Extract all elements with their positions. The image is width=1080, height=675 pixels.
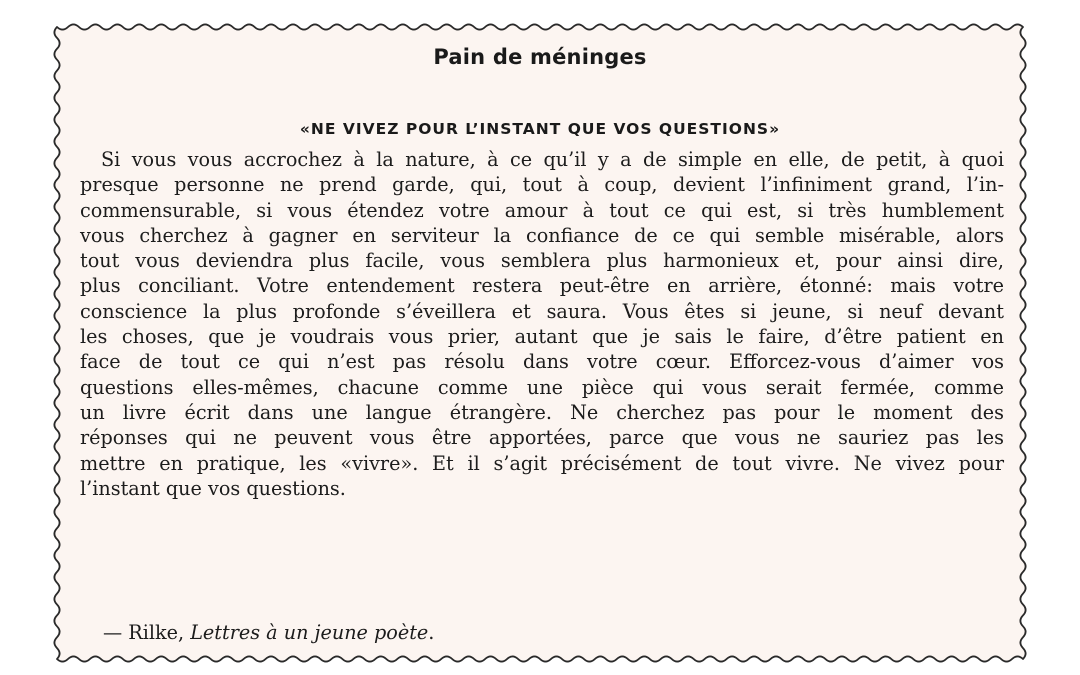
body-line: presque personne ne prend garde, qui, tout à coup, devient l’infiniment grand, l’in- [80,173,1004,197]
body-line: face de tout ce qui n’est pas résolu dans votre cœur. Efforcez-vous d’aimer vos [80,350,1004,374]
body-line: les choses, que je voudrais vous prier, autant que je sais le faire, d’être patient en [80,325,1004,349]
body-line: un livre écrit dans une langue étrangère. Ne cherchez pas pour le moment des [80,400,1004,424]
body-line: l’instant que vos questions. [80,476,346,500]
body-line: conscience la plus profonde s’éveillera et saura. Vous êtes si jeune, si neuf devant [80,299,1004,323]
body-line: questions elles-mêmes, chacune comme une pièce qui vous serait fermée, comme [80,375,1004,399]
body-line: Si vous vous accrochez à la nature, à ce qu’il y a de simple en elle, de petit, à quoi [101,148,1004,171]
attribution [103,621,434,644]
quote-box [53,23,1027,663]
body-line: mettre en pratique, les «vivre». Et il s’agit précisément de tout vivre. Ne vivez pour [80,451,1004,475]
attribution-work: Lettres à un jeune poète [190,621,429,644]
box-title: Pain de méninges [433,45,647,69]
attribution-author: — Rilke, [103,621,191,644]
body-line: plus conciliant. Votre entendement restera peut-être en arrière, étonné: mais votre [80,274,1004,298]
body-line: tout vous deviendra plus facile, vous semblera plus harmonieux et, pour ainsi dire, [80,249,1004,273]
body-line: vous cherchez à gagner en serviteur la confiance de ce qui semble misérable, alors [80,223,1004,247]
body-line: réponses qui ne peuvent vous être apportées, parce que vous ne sauriez pas les [80,426,1004,450]
attribution-suffix: . [428,621,435,644]
body-line: commensurable, si vous étendez votre amour à tout ce qui est, si très humblement [80,198,1004,222]
quote-body [80,147,1004,501]
quote-heading: «NE VIVEZ POUR L’INSTANT QUE VOS QUESTIONS» [299,120,781,138]
